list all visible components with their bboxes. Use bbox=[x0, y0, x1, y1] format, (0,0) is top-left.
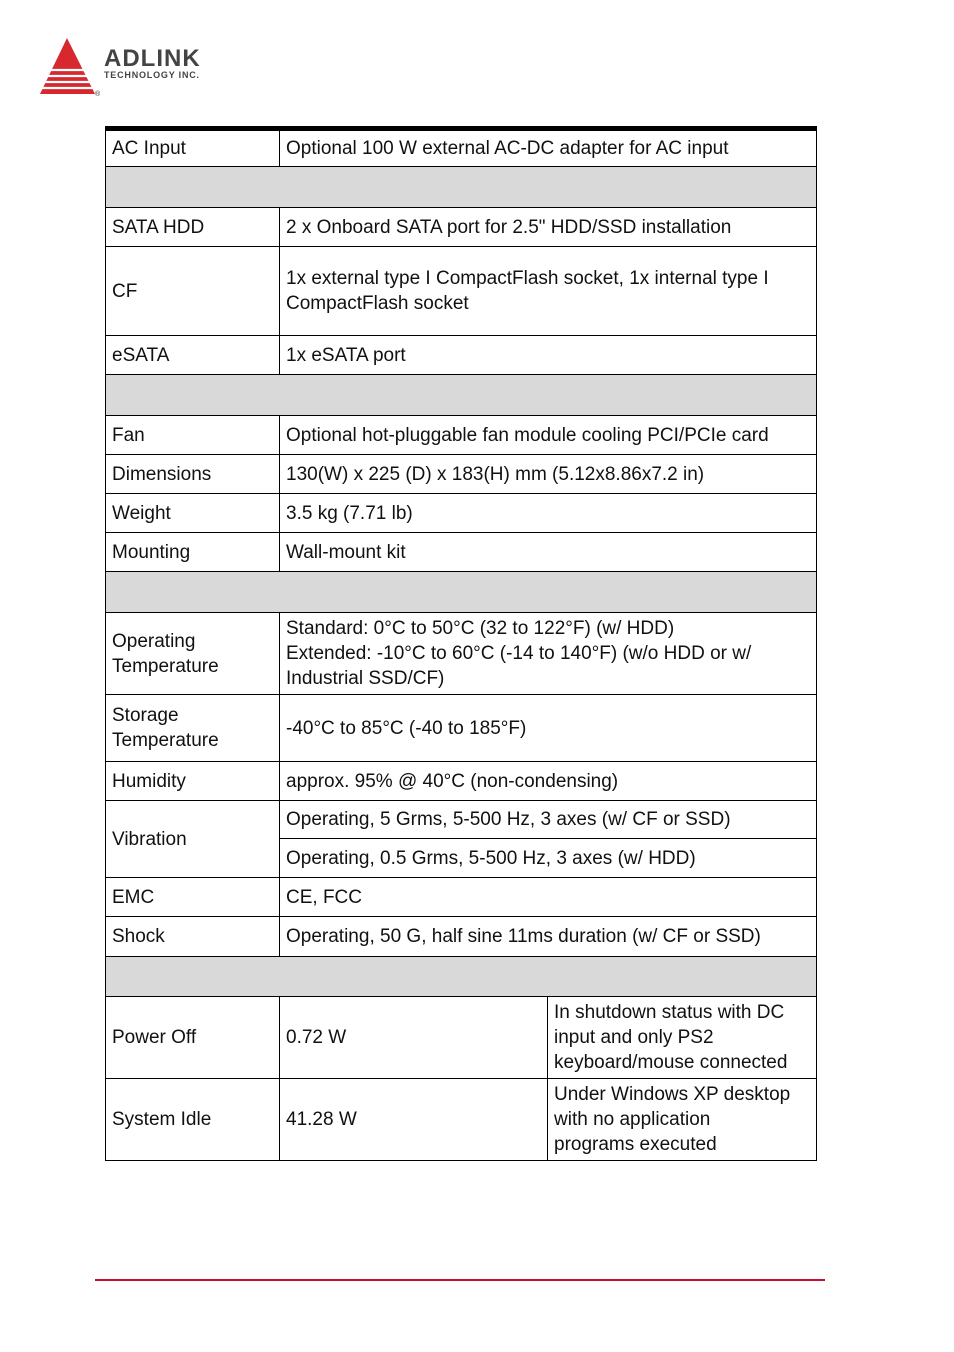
spec-value: approx. 95% @ 40°C (non-condensing) bbox=[280, 762, 817, 801]
spec-note-line: Under Windows XP desktop bbox=[554, 1084, 791, 1105]
spec-label: Dimensions bbox=[106, 455, 280, 494]
section-header bbox=[106, 957, 817, 997]
spec-label: Fan bbox=[106, 416, 280, 455]
spec-value: CE, FCC bbox=[280, 878, 817, 917]
spec-value: 2 x Onboard SATA port for 2.5" HDD/SSD installation bbox=[280, 208, 817, 247]
registered-mark: ® bbox=[95, 91, 101, 98]
spec-value: Wall-mount kit bbox=[280, 533, 817, 572]
spec-value: 1x eSATA port bbox=[280, 336, 817, 375]
section-header bbox=[106, 167, 817, 208]
table-row bbox=[106, 878, 817, 917]
brand-tagline: TECHNOLOGY INC. bbox=[104, 70, 200, 80]
spec-value bbox=[280, 613, 817, 695]
table-row bbox=[106, 208, 817, 247]
spec-label-line: Temperature bbox=[112, 730, 219, 751]
spec-label bbox=[106, 613, 280, 695]
table-row bbox=[106, 336, 817, 375]
spec-note-line: with no application bbox=[554, 1109, 711, 1130]
spec-label: CF bbox=[106, 247, 280, 336]
spec-value: Operating, 5 Grms, 5-500 Hz, 3 axes (w/ CF or SSD) bbox=[280, 801, 817, 839]
spec-label: SATA HDD bbox=[106, 208, 280, 247]
spec-label: Shock bbox=[106, 917, 280, 957]
table-row bbox=[106, 129, 817, 167]
section-header-row bbox=[106, 375, 817, 416]
spec-note-line: keyboard/mouse connected bbox=[554, 1052, 788, 1073]
spec-label-line: Temperature bbox=[112, 655, 219, 677]
spec-value: Optional 100 W external AC-DC adapter for AC input bbox=[280, 129, 817, 167]
spec-value: 130(W) x 225 (D) x 183(H) mm (5.12x8.86x7.2 in) bbox=[280, 455, 817, 494]
table-row bbox=[106, 801, 817, 839]
adlink-triangle-icon bbox=[38, 36, 104, 98]
table-row bbox=[106, 455, 817, 494]
table-row bbox=[106, 917, 817, 957]
spec-note bbox=[548, 997, 817, 1079]
section-header bbox=[106, 375, 817, 416]
spec-value-line: Industrial SSD/CF) bbox=[286, 668, 445, 689]
table-row bbox=[106, 1079, 817, 1161]
spec-label bbox=[106, 695, 280, 762]
table-row bbox=[106, 494, 817, 533]
footer-rule bbox=[95, 1279, 825, 1281]
section-header bbox=[106, 572, 817, 613]
adlink-logo bbox=[38, 36, 238, 98]
spec-value: 0.72 W bbox=[280, 997, 548, 1079]
spec-note-line: programs executed bbox=[554, 1134, 717, 1155]
spec-label: Power Off bbox=[106, 997, 280, 1079]
table-row bbox=[106, 247, 817, 336]
spec-label: Mounting bbox=[106, 533, 280, 572]
spec-value bbox=[280, 247, 817, 336]
spec-label-line: Operating bbox=[112, 630, 196, 652]
spec-label: Weight bbox=[106, 494, 280, 533]
spec-label-line: Storage bbox=[112, 705, 179, 726]
spec-value: Operating, 50 G, half sine 11ms duration (w/ CF or SSD) bbox=[280, 917, 817, 957]
spec-value-line: Extended: -10°C to 60°C (-14 to 140°F) (w/o HDD or w/ bbox=[286, 643, 752, 664]
spec-value: -40°C to 85°C (-40 to 185°F) bbox=[280, 695, 817, 762]
spec-value: Optional hot-pluggable fan module cooling PCI/PCIe card bbox=[280, 416, 817, 455]
spec-value: 41.28 W bbox=[280, 1079, 548, 1161]
spec-value: Operating, 0.5 Grms, 5-500 Hz, 3 axes (w/ HDD) bbox=[280, 839, 817, 878]
specifications-table bbox=[105, 126, 817, 1161]
spec-label: System Idle bbox=[106, 1079, 280, 1161]
brand-name: ADLINK bbox=[104, 45, 201, 72]
table-row bbox=[106, 416, 817, 455]
spec-label: EMC bbox=[106, 878, 280, 917]
spec-label: Humidity bbox=[106, 762, 280, 801]
spec-label: eSATA bbox=[106, 336, 280, 375]
section-header-row bbox=[106, 167, 817, 208]
spec-value-line: CompactFlash socket bbox=[286, 293, 469, 314]
table-row bbox=[106, 997, 817, 1079]
spec-value: 3.5 kg (7.71 lb) bbox=[280, 494, 817, 533]
spec-note-line: In shutdown status with DC bbox=[554, 1002, 785, 1023]
spec-note-line: input and only PS2 bbox=[554, 1027, 714, 1048]
table-row bbox=[106, 762, 817, 801]
spec-note bbox=[548, 1079, 817, 1161]
spec-value-line: 1x external type I CompactFlash socket, 1x internal type I bbox=[286, 268, 769, 289]
section-header-row bbox=[106, 957, 817, 997]
spec-label: AC Input bbox=[106, 129, 280, 167]
section-header-row bbox=[106, 572, 817, 613]
spec-value-line: Standard: 0°C to 50°C (32 to 122°F) (w/ HDD) bbox=[286, 618, 675, 639]
table-row bbox=[106, 533, 817, 572]
spec-label: Vibration bbox=[106, 801, 280, 878]
table-row bbox=[106, 695, 817, 762]
table-row bbox=[106, 613, 817, 695]
